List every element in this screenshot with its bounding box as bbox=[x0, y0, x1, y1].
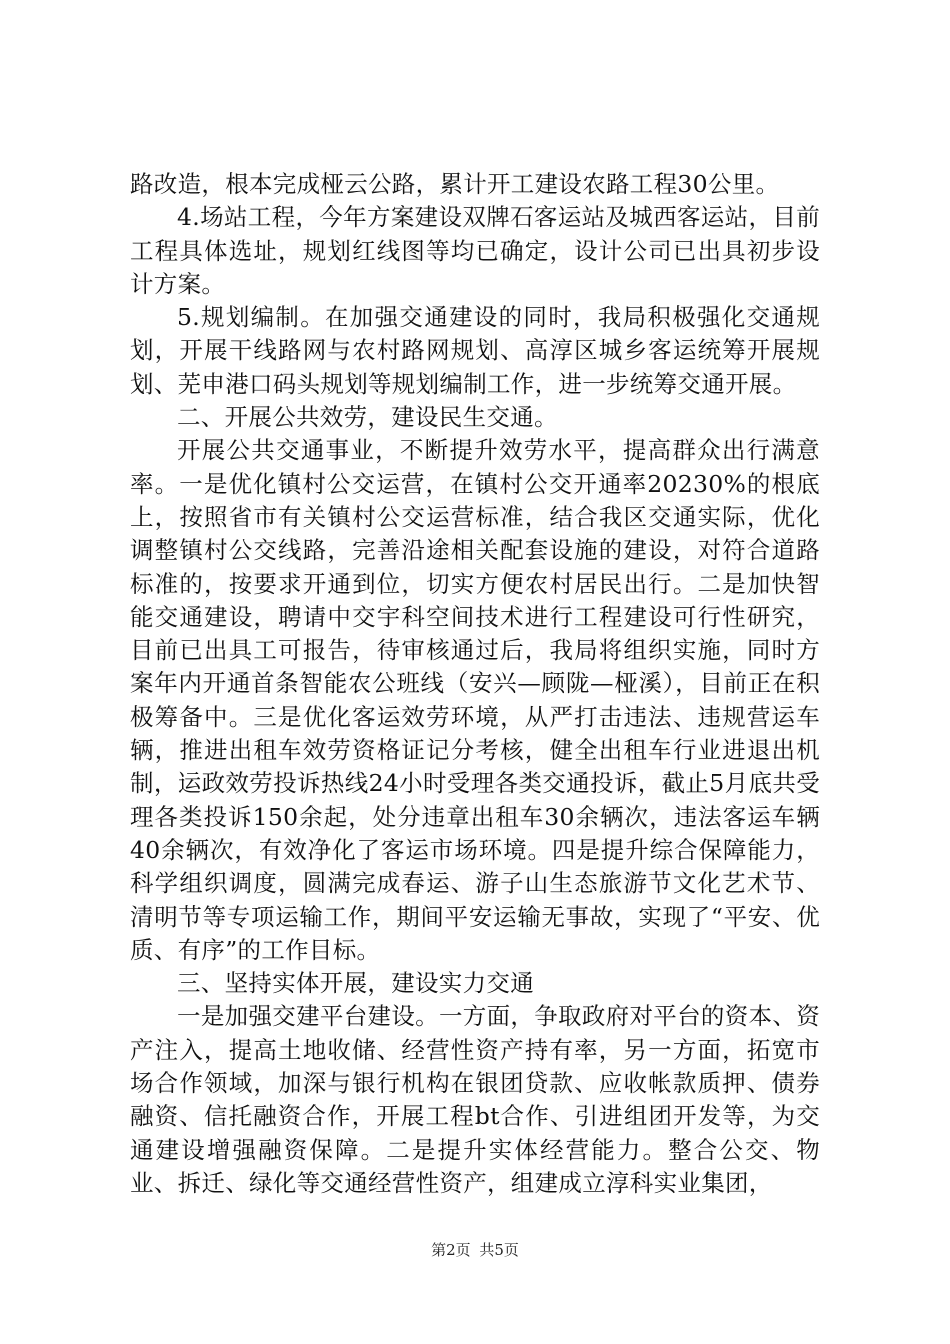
paragraph-station-project: 4.场站工程，今年方案建设双牌石客运站及城西客运站，目前工程具体选址，规划红线图等均已确定，设计公司已出具初步设计方案。 bbox=[130, 203, 820, 298]
paragraph-public-transport: 开展公共交通事业，不断提升效劳水平，提高群众出行满意率。一是优化镇村公交运营，在镇村公交开通率20230%的根底上，按照省市有关镇村公交运营标准，结合我区交通实际，优化调整镇村公交线路，完善沿途相关配套设施的建设，对符合道路标准的，按要求开通到位，切实方便农村居民出行。二是加快智能交通建设，聘请中交宇科空间技术进行工程建设可行性研究，目前已出具工可报告，待审核通过后，我局将组织实施，同时方案年内开通首条智能农公班线（安兴—顾陇—桠溪），目前正在积极筹备中。三是优化客运效劳环境，从严打击违法、违规营运车辆，推进出租车效劳资格证记分考核，健全出租车行业进退出机制，运政效劳投诉热线24小时受理各类交通投诉，截止5月底共受理各类投诉150余起，处分违章出租车30余辆次，违法客运车辆40余辆次，有效净化了客运市场环境。四是提升综合保障能力，科学组织调度，圆满完成春运、游子山生态旅游节文化艺术节、清明节等专项运输工作，期间平安运输无事故，实现了“平安、优质、有序”的工作目标。 bbox=[130, 436, 820, 964]
page-total: 共5页 bbox=[479, 1241, 519, 1259]
page-number: 第2页 bbox=[431, 1241, 471, 1259]
section-heading-entity-development: 三、坚持实体开展，建设实力交通 bbox=[177, 969, 534, 998]
paragraph-platform-construction: 一是加强交建平台建设。一方面，争取政府对平台的资本、资产注入，提高土地收储、经营性资产持有率，另一方面，拓宽市场合作领域，加深与银行机构在银团贷款、应收帐款质押、债券融资、信托融资合作，开展工程bt合作、引进组团开发等，为交通建设增强融资保障。二是提升实体经营能力。整合公交、物业、拆迁、绿化等交通经营性资产，组建成立淳科实业集团， bbox=[130, 1002, 820, 1197]
page-footer bbox=[0, 1240, 950, 1260]
paragraph-continuation: 路改造，根本完成桠云公路，累计开工建设农路工程30公里。 bbox=[130, 170, 780, 198]
paragraph-planning: 5.规划编制。在加强交通建设的同时，我局积极强化交通规划，开展干线路网与农村路网规划、高淳区城乡客运统筹开展规划、芜申港口码头规划等规划编制工作，进一步统筹交通开展。 bbox=[130, 303, 820, 398]
document-body bbox=[130, 168, 820, 1200]
section-heading-public-service: 二、开展公共效劳，建设民生交通。 bbox=[177, 403, 558, 432]
